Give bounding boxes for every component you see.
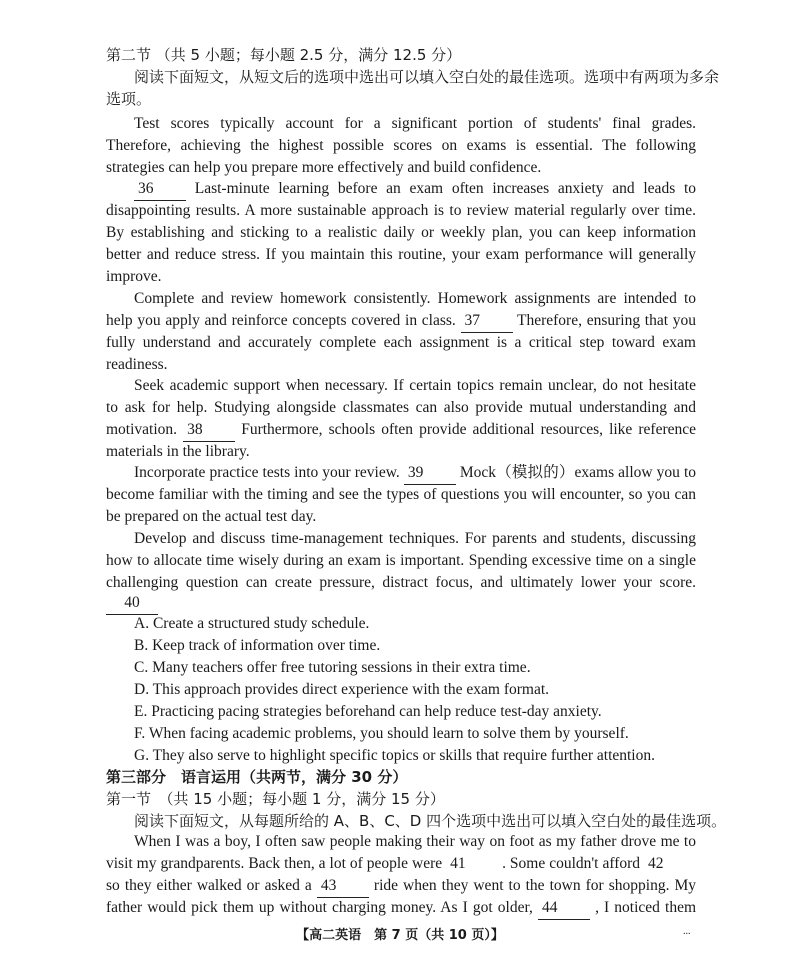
passage-line: By establishing and sticking to a realistic daily or weekly plan, you can keep information <box>106 224 696 241</box>
passage-line <box>106 592 696 615</box>
blank-37: 37 <box>461 310 513 333</box>
passage-line: improve. <box>106 268 162 285</box>
section2-instructions-cont: 选项。 <box>106 90 152 108</box>
passage-line: Complete and review homework consistently. Homework assignments are intended to <box>134 290 696 307</box>
passage-line: disappointing results. A more sustainable approach is to review material regularly over time. <box>106 202 696 219</box>
passage-line: materials in the library. <box>106 443 250 460</box>
part3-instructions: 阅读下面短文，从每题所给的 A、B、C、D 四个选项中选出可以填入空白处的最佳选项。 <box>134 812 727 830</box>
blank-40: 40 <box>106 592 158 615</box>
option-a: A. Create a structured study schedule. <box>134 615 370 632</box>
passage-line: challenging question can create pressure, distract focus, and ultimately lower your score. <box>106 574 696 591</box>
passage-line: fully understand and accurately complete each assignment is a critical step toward exam <box>106 334 696 351</box>
cloze-text: , I noticed them <box>595 899 697 916</box>
cloze-text: father would pick them up without charging money. As I got older, <box>106 899 533 916</box>
cloze-text: visit my grandparents. Back then, a lot of people were <box>106 855 443 872</box>
passage-text: Incorporate practice tests into your review. <box>134 464 400 481</box>
section2-instructions: 阅读下面短文，从短文后的选项中选出可以填入空白处的最佳选项。选项中有两项为多余 <box>134 68 720 86</box>
blank-39: 39 <box>404 462 456 485</box>
passage-line: become familiar with the timing and see the types of questions you will encounter, so you can <box>106 486 696 503</box>
passage-text: motivation. <box>106 421 178 438</box>
passage-line: Therefore, achieving the highest possible scores on exams is essential. The following <box>106 137 696 154</box>
blank-41: 41 <box>450 855 466 872</box>
cloze-line <box>106 897 696 920</box>
option-c: C. Many teachers offer free tutoring sessions in their extra time. <box>134 659 531 676</box>
section2-header: 第二节 （共 5 小题；每小题 2.5 分，满分 12.5 分） <box>106 46 462 64</box>
blank-36: 36 <box>134 178 186 201</box>
passage-line <box>134 462 696 485</box>
passage-line: Develop and discuss time-management techniques. For parents and students, discussing <box>134 530 696 547</box>
option-b: B. Keep track of information over time. <box>134 637 381 654</box>
passage-line: how to allocate time wisely during an exam is important. Spending excessive time on a single <box>106 552 696 569</box>
part3-subheader: 第一节 （共 15 小题；每小题 1 分，满分 15 分） <box>106 790 445 808</box>
cloze-text: . Some couldn't afford <box>502 855 641 872</box>
passage-text: Therefore, ensuring that you <box>517 312 697 329</box>
option-f: F. When facing academic problems, you should learn to solve them by yourself. <box>134 725 629 742</box>
passage-line: strategies can help you prepare more effectively and build confidence. <box>106 159 542 176</box>
cloze-line <box>106 875 696 898</box>
option-d: D. This approach provides direct experience with the exam format. <box>134 681 550 698</box>
passage-line: readiness. <box>106 356 168 373</box>
cloze-line: When I was a boy, I often saw people making their way on foot as my father drove me to <box>134 833 696 850</box>
passage-text: Furthermore, schools often provide additional resources, like reference <box>241 421 697 438</box>
passage-line: Test scores typically account for a significant portion of students' final grades. <box>134 115 696 132</box>
cloze-text: ride when they went to the town for shopping. My <box>373 877 697 894</box>
corner-mark: ... <box>683 926 691 937</box>
cloze-line <box>106 853 696 875</box>
blank-44: 44 <box>538 897 590 920</box>
option-g: G. They also serve to highlight specific topics or skills that require further attention. <box>134 747 655 764</box>
passage-line: be prepared on the actual test day. <box>106 508 317 525</box>
passage-line <box>106 419 696 442</box>
blank-42: 42 <box>648 855 664 872</box>
passage-line <box>106 310 696 333</box>
blank-38: 38 <box>183 419 235 442</box>
passage-line: to ask for help. Studying alongside classmates can also provide mutual understanding and <box>106 399 696 416</box>
blank-43: 43 <box>317 875 369 898</box>
passage-text: Last-minute learning before an exam often increases anxiety and leads to <box>194 180 697 197</box>
option-e: E. Practicing pacing strategies beforehand can help reduce test-day anxiety. <box>134 703 602 720</box>
cloze-text: so they either walked or asked a <box>106 877 312 894</box>
page-footer: 【高二英语 第 7 页（共 10 页）】 <box>296 928 504 943</box>
passage-text: help you apply and reinforce concepts covered in class. <box>106 312 456 329</box>
part3-header: 第三部分 语言运用（共两节，满分 30 分） <box>106 768 408 786</box>
passage-line: Seek academic support when necessary. If certain topics remain unclear, do not hesitate <box>134 377 696 394</box>
passage-line: better and reduce stress. If you maintain this routine, your exam performance will generally <box>106 246 696 263</box>
passage-line <box>134 178 696 201</box>
passage-text: Mock（模拟的）exams allow you to <box>459 464 697 481</box>
